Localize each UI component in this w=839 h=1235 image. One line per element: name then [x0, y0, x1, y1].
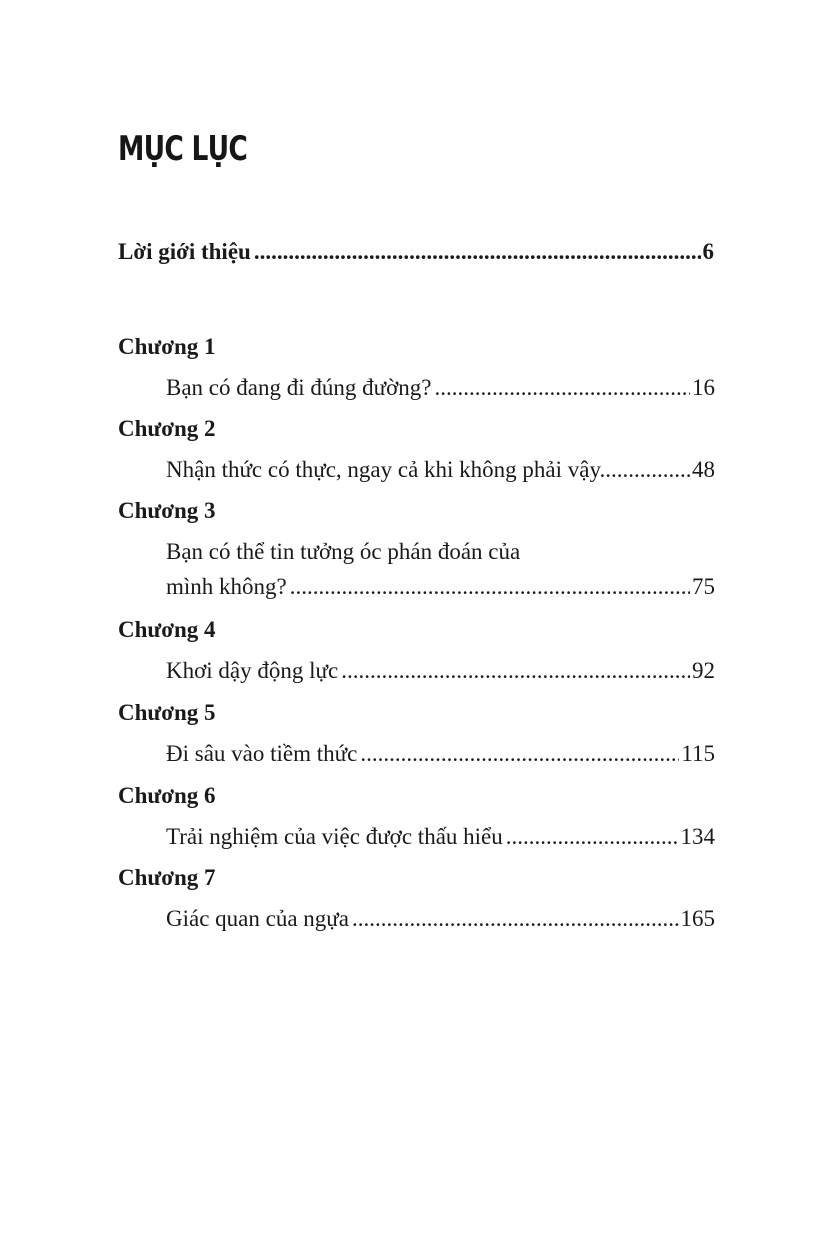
toc-entry-title-line: Bạn có thể tin tưởng óc phán đoán của: [166, 539, 521, 564]
toc-entry: [166, 822, 715, 852]
toc-entry-title-line: mình không?: [166, 574, 287, 599]
toc-entry-label: Lời giới thiệu: [118, 239, 251, 264]
toc-entry-title: Đi sâu vào tiềm thức: [166, 741, 358, 766]
chapter-heading: Chương 1: [118, 334, 216, 359]
chapter-heading: Chương 7: [118, 865, 216, 890]
toc-entry-intro: [118, 237, 714, 267]
toc-page-number: 75: [692, 574, 715, 599]
chapter-heading: Chương 3: [118, 498, 216, 523]
toc-page-number: 16: [692, 375, 715, 400]
toc-entry: [166, 373, 715, 403]
dot-leader: [254, 237, 701, 267]
dot-leader: [341, 656, 690, 686]
toc-page-number: 6: [702, 239, 714, 264]
dot-leader: [360, 739, 679, 769]
dot-leader: [617, 455, 692, 485]
dot-leader: [506, 822, 679, 852]
toc-entry: [166, 656, 715, 686]
toc-entry: [166, 739, 715, 769]
chapter-heading: Chương 4: [118, 617, 216, 642]
toc-entry-title: Khơi dậy động lực: [166, 658, 339, 683]
toc-entry-title: Bạn có đang đi đúng đường?: [166, 375, 432, 400]
chapter-heading: Chương 2: [118, 416, 216, 441]
toc-entry-title: Giác quan của ngựa: [166, 906, 349, 931]
toc-page-number: 134: [680, 824, 715, 849]
toc-entry: [166, 455, 715, 485]
chapter-heading: Chương 6: [118, 783, 216, 808]
toc-entry: [166, 572, 715, 602]
toc-page-number: 115: [681, 741, 715, 766]
dot-leader: [352, 904, 679, 934]
toc-entry-title: Nhận thức có thực, ngay cả khi không phải vậy...: [166, 457, 617, 482]
toc-page-number: 92: [692, 658, 715, 683]
toc-page-number: 165: [680, 906, 715, 931]
toc-entry: [166, 904, 715, 934]
dot-leader: [434, 373, 690, 403]
toc-page-number: 48: [692, 457, 715, 482]
toc-entry-title: Trải nghiệm của việc được thấu hiểu: [166, 824, 503, 849]
dot-leader: [290, 572, 690, 602]
chapter-heading: Chương 5: [118, 700, 216, 725]
page-title: MỤC LỤC: [118, 129, 248, 169]
